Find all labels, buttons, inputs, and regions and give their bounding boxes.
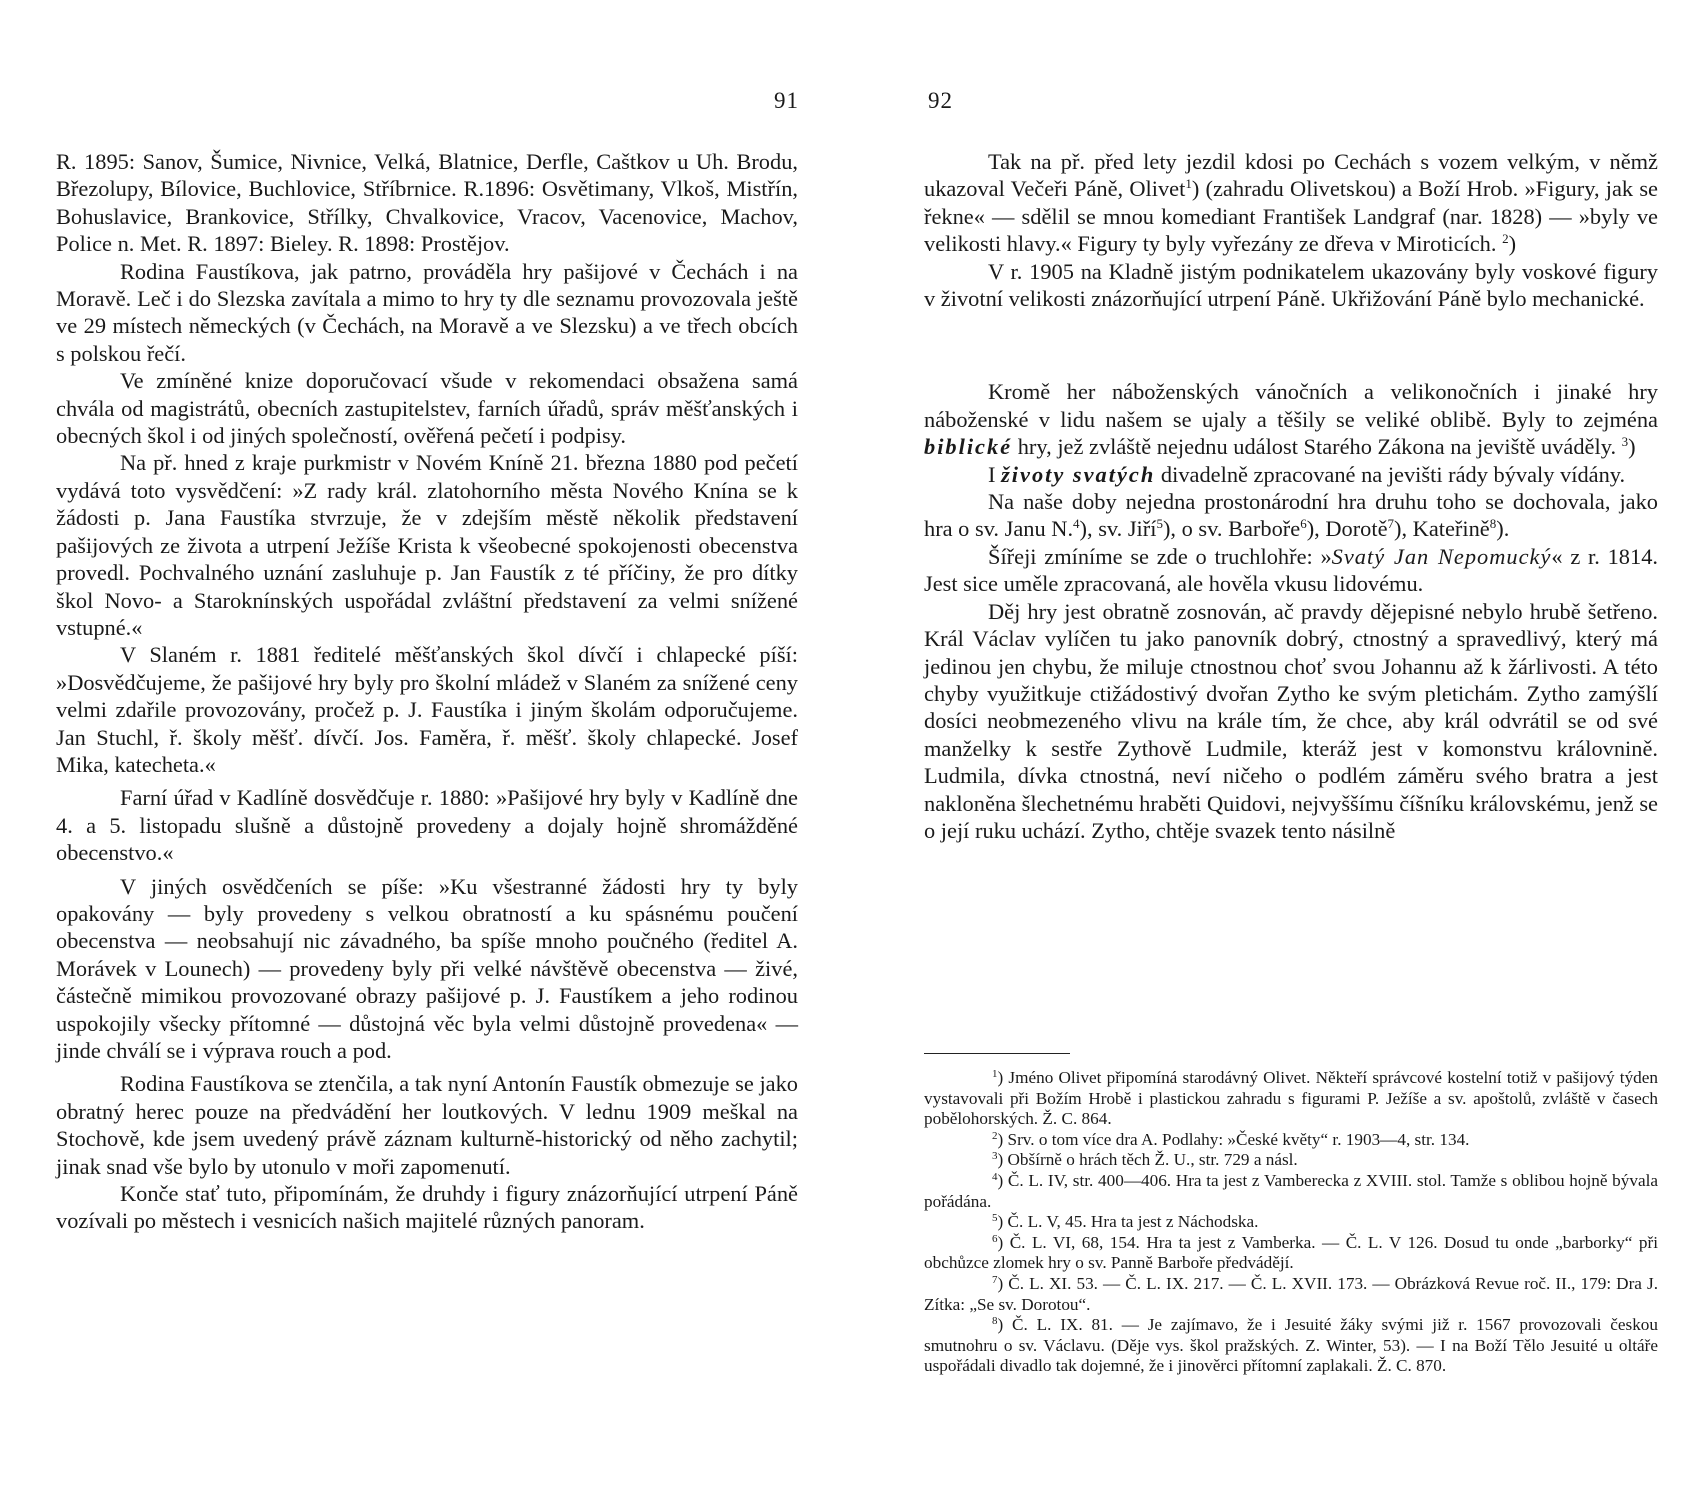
paragraph: Farní úřad v Kadlíně dosvědčuje r. 1880: »Pašijové hry byly v Kadlíně dne 4. a 5. listopadu slušně a důstojně provedeny a dojaly hojně shromážděné obecenstvo.« (56, 785, 798, 866)
footnote: $^2$) Srv. o tom více dra A. Podlahy: »České květy“ r. 1903—4, str. 134. (992, 1129, 1470, 1149)
paragraph: Tak na př. před lety jezdil kdosi po Cechách s vozem velkým, v němž ukazoval Večeři Páně, Olivet$^1$) (zahradu Olivetskou) a Boží Hrob. »Figury, jak se řekne« — sdělil se mnou komediant František Landgraf (nar. 1828) — »byly ve velikosti hlavy.« Figury ty byly vyřezány ze dřeva v Miroticích. $^2$) (924, 149, 1658, 257)
page-number-left: 91 (774, 88, 799, 113)
footnote: $^3$) Obšírně o hrách těch Ž. U., str. 729 a násl. (992, 1150, 1298, 1170)
paragraph: Ve zmíněné knize doporučovací všude v rekomendaci obsažena samá chvála od magistrátů, obecních zastupitelstev, farních úřadů, správ měšťanských i obecných škol i od jiných společností, ověřená pečetí i podpisy. (56, 368, 798, 449)
right-page-body (924, 148, 1658, 844)
left-page (56, 0, 798, 1500)
play-title: Svatý Jan Nepomucký (1331, 543, 1552, 569)
paragraph: Rodina Faustíkova se ztenčila, a tak nyní Antonín Faustík obmezuje se jako obratný herec pouze na předvádění her loutkových. V lednu 1909 meškal na Stochově, kde jsem uvedený právě záznam kulturně-historický od něho zachytil; jinak snad vše bylo by utonulo v moři zapomenutí. (56, 1071, 798, 1179)
paragraph: Konče stať tuto, připomínám, že druhdy i figury znázorňující utrpení Páně vozívali po městech i vesnicích našich majitelé různých panoram. (56, 1181, 798, 1234)
footnote: $^5$) Č. L. V, 45. Hra ta jest z Náchodska. (992, 1212, 1259, 1232)
footnote: $^8$) Č. L. IX. 81. — Je zajímavo, že i Jesuité žáky svými již r. 1567 provozovali českou smutnohru o sv. Václavu. (Děje vys. škol pražských. Z. Winter, 53). — I na Boží Tělo Jesuité u oltáře uspořádali divadlo tak dojemné, že i jinověrci přítomní zaplakali. Ž. C. 870. (924, 1315, 1658, 1376)
footnote: $^6$) Č. L. VI, 68, 154. Hra ta jest z Vamberka. — Č. L. V 126. Dosud tu onde „barborky“ při obchůzce zlomek hry o sv. Panně Barboře předvádějí. (924, 1232, 1658, 1273)
paragraph: Děj hry jest obratně zosnován, ač pravdy dějepisné nebylo hrubě šetřeno. Král Václav vylíčen tu jako panovník dobrý, ctnostný a spravedlivý, který má jedinou jen chybu, že miluje ctnostnou choť svou Johannu až k žárlivosti. A této chyby využitkuje ctižádostivý dvořan Zytho ke svým pletichám. Zytho zamýšlí dosíci neobmezeného vlivu na krále tím, že chce, aby král odvrátil se od své manželky k sestře Zythově Ludmile, kteráž jest v komonstvu královnině. Ludmila, dívka ctnostná, neví ničeho o podlém záměru svého bratra a jest nakloněna šlechetnému hraběti Quidovi, nejvyššímu číšníku královskému, jenž se o její ruku uchází. Zytho, chtěje svazek tento násilně (924, 598, 1658, 843)
emphasis-zivoty-svatych: životy svatých (1001, 461, 1156, 487)
footnote: $^7$) Č. L. XI. 53. — Č. L. IX. 217. — Č. L. XVII. 173. — Obrázková Revue roč. II., 179: Dra J. Zítka: „Se sv. Dorotou“. (924, 1273, 1658, 1314)
paragraph: Šířeji zmíníme se zde o truchlohře: »Svatý Jan Nepomucký« z r. 1814. Jest sice uměle zpracovaná, ale hověla vkusu lidovému. (924, 543, 1658, 597)
footnote-divider (924, 1053, 1070, 1054)
left-page-body (56, 148, 798, 1235)
paragraph: V r. 1905 na Kladně jistým podnikatelem ukazovány byly voskové figury v životní velikosti znázorňující utrpení Páně. Ukřižování Páně bylo mechanické. (924, 258, 1658, 312)
paragraph: I životy svatých divadelně zpracované na jevišti rády bývaly vídány. (988, 461, 1626, 487)
footnote: $^1$) Jméno Olivet připomíná starodávný Olivet. Někteří správcové kostelní totiž v pašijový týden vystavovali při Božím Hrobě i plastickou zahradu s figurami P. Ježíše a sv. apoštolů, zvláště v časech pobělohorských. Ž. C. 864. (924, 1068, 1658, 1129)
footnotes (924, 1068, 1658, 1377)
emphasis-biblicke: biblické (924, 434, 1013, 460)
paragraph: Rodina Faustíkova, jak patrno, prováděla hry pašijové v Čechách i na Moravě. Leč i do Slezska zavítala a mimo to hry ty dle seznamu provozovala ještě ve 29 místech německých (v Čechách, na Moravě a ve Slezsku) a ve třech obcích s polskou řečí. (56, 258, 798, 366)
paragraph: Na př. hned z kraje purkmistr v Novém Kníně 21. března 1880 pod pečetí vydává toto vysvědčení: »Z rady král. zlatohorního města Nového Knína se k žádosti p. Jana Faustíka stvrzuje, že v zdejším městě několik představení pašijových ze života a utrpení Ježíše Krista k všeobecné spokojenosti obecenstva provedl. Pochvalného uznání zasluhuje p. Jan Faustík z té příčiny, že pro dítky škol Novo- a Staroknínských uspořádal zvláštní představení za velmi snížené vstupné.« (56, 450, 798, 640)
paragraph: Na naše doby nejedna prostonárodní hra druhu toho se dochovala, jako hra o sv. Janu N.$^4$), sv. Jiří$^5$), o sv. Barboře$^6$), Dorotě$^7$), Kateřině$^8$). (924, 489, 1658, 542)
paragraph: V Slaném r. 1881 ředitelé měšťanských škol dívčí i chlapecké píší: »Dosvědčujeme, že pašijové hry byly pro školní mládež v Slaném za snížené ceny velmi zdařile provozovány, pročež p. J. Faustíka i jiným školám odporučujeme. Jan Stuchl, ř. školy měšť. dívčí. Jos. Faměra, ř. měšť. školy chlapecké. Josef Mika, katecheta.« (56, 642, 798, 777)
footnote: $^4$) Č. L. IV, str. 400—406. Hra ta jest z Vamberecka z XVIII. stol. Tamže s oblibou hojně bývala pořádána. (924, 1170, 1658, 1211)
paragraph: Kromě her náboženských vánočních a velikonočních i jinaké hry náboženské v lidu našem se ujaly a těšily se veliké oblibě. Byly to zejména biblické hry, jež zvláště nejednu událost Starého Zákona na jeviště uváděly. $^3$) (924, 379, 1658, 460)
page-number-right: 92 (928, 88, 953, 113)
right-page (924, 0, 1658, 1500)
paragraph: V jiných osvědčeních se píše: »Ku všestranné žádosti hry ty byly opakovány — byly provedeny s velkou obratností a ku spásnému poučení obecenstva — neobsahují nic závadného, ba spíše mnoho poučného (ředitel A. Morávek v Lounech) — provedeny byly při velké návštěvě obecenstva — živé, částečně mimikou provozované obrazy pašijové p. J. Faustíkem a jeho rodinou uspokojily všecky přítomné — důstojná věc byla velmi důstojně provedena« — jinde chválí se i výprava rouch a pod. (56, 873, 798, 1063)
paragraph: R. 1895: Sanov, Šumice, Nivnice, Velká, Blatnice, Derfle, Caštkov u Uh. Brodu, Březolupy, Bílovice, Buchlovice, Stříbrnice. R.1896: Osvětimany, Vlkoš, Mistřín, Bohuslavice, Brankovice, Střílky, Chvalkovice, Vracov, Vacenovice, Machov, Police n. Met. R. 1897: Bieley. R. 1898: Prostějov. (56, 149, 798, 257)
